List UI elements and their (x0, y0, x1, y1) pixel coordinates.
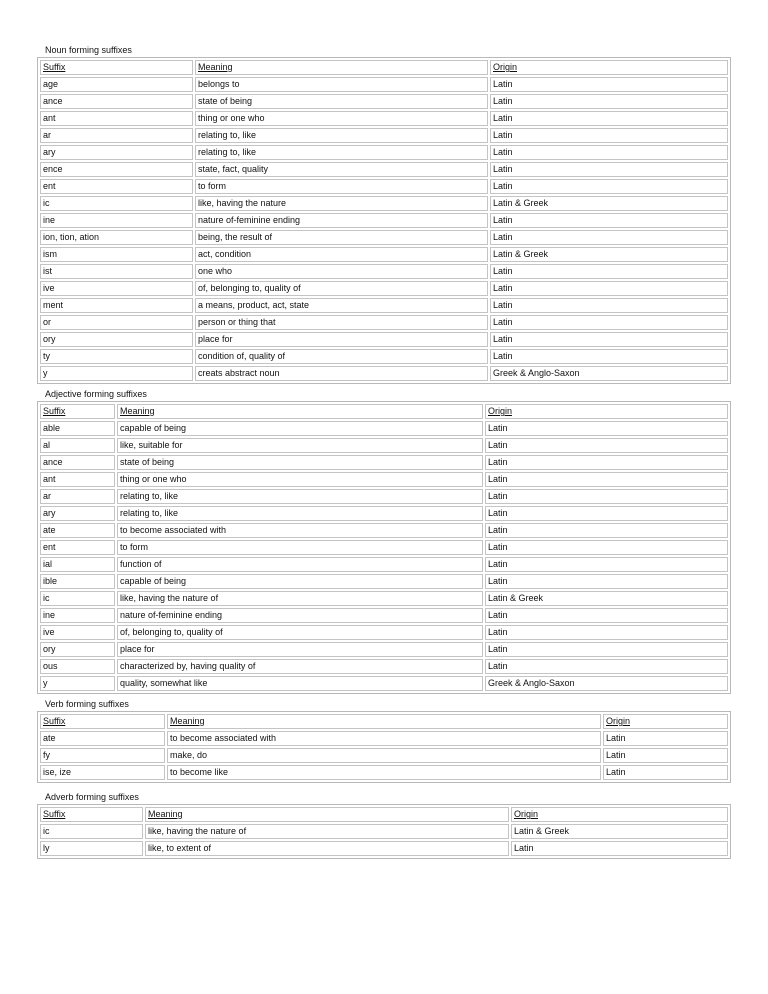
origin-cell: Latin (490, 111, 728, 126)
suffix-cell: ate (40, 523, 115, 538)
origin-cell: Latin (485, 540, 728, 555)
origin-cell: Latin (485, 455, 728, 470)
adverb-header-row (40, 807, 728, 822)
table-row (40, 128, 728, 143)
suffix-cell: ine (40, 213, 193, 228)
origin-cell: Latin (485, 625, 728, 640)
adverb-section (37, 791, 731, 859)
origin-cell: Latin (490, 162, 728, 177)
origin-cell: Latin (485, 608, 728, 623)
suffix-cell: ty (40, 349, 193, 364)
origin-cell: Latin & Greek (490, 247, 728, 262)
meaning-cell: relating to, like (195, 128, 488, 143)
origin-cell: Latin (485, 421, 728, 436)
suffix-cell: ar (40, 489, 115, 504)
suffix-cell: fy (40, 748, 165, 763)
table-row (40, 162, 728, 177)
table-row (40, 557, 728, 572)
meaning-cell: thing or one who (117, 472, 483, 487)
origin-cell: Latin (490, 230, 728, 245)
suffix-header-label: Suffix (43, 406, 66, 416)
origin-cell: Latin (485, 506, 728, 521)
meaning-cell: nature of-feminine ending (117, 608, 483, 623)
origin-cell: Latin (485, 659, 728, 674)
suffix-cell: al (40, 438, 115, 453)
table-row (40, 591, 728, 606)
table-row (40, 506, 728, 521)
meaning-cell: nature of-feminine ending (195, 213, 488, 228)
suffix-cell: ic (40, 824, 143, 839)
origin-cell: Latin & Greek (511, 824, 728, 839)
suffix-cell: ant (40, 111, 193, 126)
origin-cell: Latin (485, 489, 728, 504)
suffix-header-label: Suffix (43, 809, 66, 819)
suffix-cell: ine (40, 608, 115, 623)
origin-header (603, 714, 728, 729)
meaning-cell: like, having the nature of (145, 824, 509, 839)
table-row (40, 179, 728, 194)
table-row (40, 247, 728, 262)
origin-cell: Latin (603, 748, 728, 763)
table-row (40, 438, 728, 453)
origin-cell: Latin (485, 523, 728, 538)
meaning-cell: of, belonging to, quality of (117, 625, 483, 640)
meaning-cell: like, having the nature of (117, 591, 483, 606)
table-row (40, 523, 728, 538)
origin-cell: Latin (490, 264, 728, 279)
verb-table (37, 711, 731, 783)
table-row (40, 315, 728, 330)
suffix-cell: ary (40, 145, 193, 160)
meaning-header (195, 60, 488, 75)
origin-cell: Latin (490, 281, 728, 296)
table-row (40, 824, 728, 839)
table-row (40, 574, 728, 589)
meaning-cell: like, suitable for (117, 438, 483, 453)
origin-cell: Latin (485, 472, 728, 487)
noun-section (37, 44, 731, 384)
meaning-cell: state of being (117, 455, 483, 470)
meaning-cell: state, fact, quality (195, 162, 488, 177)
table-row (40, 642, 728, 657)
suffix-cell: ar (40, 128, 193, 143)
origin-header-label: Origin (606, 716, 631, 726)
suffix-header (40, 807, 143, 822)
origin-cell: Latin (490, 145, 728, 160)
table-row (40, 421, 728, 436)
meaning-cell: to form (195, 179, 488, 194)
table-row (40, 111, 728, 126)
meaning-cell: place for (117, 642, 483, 657)
table-row (40, 455, 728, 470)
suffix-cell: ent (40, 540, 115, 555)
origin-cell: Latin (511, 841, 728, 856)
suffix-cell: ion, tion, ation (40, 230, 193, 245)
table-row (40, 608, 728, 623)
meaning-cell: place for (195, 332, 488, 347)
meaning-header (117, 404, 483, 419)
origin-cell: Latin (490, 128, 728, 143)
table-row (40, 349, 728, 364)
origin-cell: Greek & Anglo-Saxon (490, 366, 728, 381)
suffix-cell: ist (40, 264, 193, 279)
suffix-header-label: Suffix (43, 716, 66, 726)
origin-cell: Latin (485, 574, 728, 589)
origin-cell: Latin (485, 557, 728, 572)
suffix-cell: able (40, 421, 115, 436)
suffix-cell: ment (40, 298, 193, 313)
meaning-cell: capable of being (117, 421, 483, 436)
origin-cell: Latin & Greek (485, 591, 728, 606)
suffix-cell: ate (40, 731, 165, 746)
meaning-cell: characterized by, having quality of (117, 659, 483, 674)
origin-cell: Latin (603, 731, 728, 746)
origin-cell: Latin (490, 332, 728, 347)
origin-header-label: Origin (514, 809, 539, 819)
suffix-cell: ive (40, 625, 115, 640)
meaning-cell: one who (195, 264, 488, 279)
adverb-table (37, 804, 731, 859)
table-row (40, 264, 728, 279)
suffix-cell: ible (40, 574, 115, 589)
suffix-cell: ial (40, 557, 115, 572)
table-row (40, 213, 728, 228)
origin-cell: Latin (490, 315, 728, 330)
suffix-cell: ic (40, 196, 193, 211)
meaning-cell: a means, product, act, state (195, 298, 488, 313)
meaning-cell: capable of being (117, 574, 483, 589)
table-row (40, 540, 728, 555)
verb-section (37, 698, 731, 783)
meaning-cell: make, do (167, 748, 601, 763)
suffix-cell: ise, ize (40, 765, 165, 780)
adjective-header-row (40, 404, 728, 419)
origin-cell: Latin (490, 213, 728, 228)
noun-caption: Noun forming suffixes (45, 45, 132, 55)
meaning-cell: to form (117, 540, 483, 555)
suffix-cell: ary (40, 506, 115, 521)
meaning-cell: of, belonging to, quality of (195, 281, 488, 296)
suffix-cell: ance (40, 94, 193, 109)
table-row (40, 765, 728, 780)
suffix-cell: ive (40, 281, 193, 296)
suffix-cell: ous (40, 659, 115, 674)
origin-cell: Latin (490, 94, 728, 109)
table-row (40, 196, 728, 211)
table-row (40, 731, 728, 746)
noun-header-row (40, 60, 728, 75)
verb-caption: Verb forming suffixes (45, 699, 129, 709)
suffix-cell: age (40, 77, 193, 92)
origin-header-label: Origin (493, 62, 518, 72)
meaning-cell: to become like (167, 765, 601, 780)
suffix-header (40, 60, 193, 75)
origin-cell: Latin (490, 77, 728, 92)
table-row (40, 472, 728, 487)
meaning-header-label: Meaning (148, 809, 183, 819)
origin-header (490, 60, 728, 75)
suffix-header-label: Suffix (43, 62, 66, 72)
meaning-header (167, 714, 601, 729)
origin-cell: Latin (490, 298, 728, 313)
table-row (40, 298, 728, 313)
adverb-caption: Adverb forming suffixes (45, 792, 139, 802)
meaning-cell: relating to, like (195, 145, 488, 160)
table-row (40, 332, 728, 347)
origin-cell: Latin & Greek (490, 196, 728, 211)
table-row (40, 748, 728, 763)
meaning-cell: creats abstract noun (195, 366, 488, 381)
origin-cell: Greek & Anglo-Saxon (485, 676, 728, 691)
meaning-cell: like, to extent of (145, 841, 509, 856)
meaning-cell: condition of, quality of (195, 349, 488, 364)
table-row (40, 366, 728, 381)
table-row (40, 659, 728, 674)
meaning-cell: person or thing that (195, 315, 488, 330)
meaning-cell: belongs to (195, 77, 488, 92)
origin-cell: Latin (490, 349, 728, 364)
meaning-cell: to become associated with (167, 731, 601, 746)
meaning-cell: quality, somewhat like (117, 676, 483, 691)
table-row (40, 77, 728, 92)
suffix-cell: ant (40, 472, 115, 487)
meaning-cell: relating to, like (117, 506, 483, 521)
suffix-cell: ory (40, 642, 115, 657)
meaning-cell: thing or one who (195, 111, 488, 126)
table-row (40, 841, 728, 856)
suffix-cell: ance (40, 455, 115, 470)
suffix-header (40, 404, 115, 419)
suffix-cell: ism (40, 247, 193, 262)
suffix-cell: or (40, 315, 193, 330)
table-row (40, 94, 728, 109)
table-row (40, 625, 728, 640)
suffix-cell: ent (40, 179, 193, 194)
origin-header-label: Origin (488, 406, 513, 416)
meaning-cell: function of (117, 557, 483, 572)
adjective-caption: Adjective forming suffixes (45, 389, 147, 399)
suffix-cell: ence (40, 162, 193, 177)
suffix-header (40, 714, 165, 729)
origin-header (511, 807, 728, 822)
origin-cell: Latin (485, 642, 728, 657)
table-row (40, 230, 728, 245)
meaning-header-label: Meaning (120, 406, 155, 416)
meaning-cell: to become associated with (117, 523, 483, 538)
meaning-header-label: Meaning (170, 716, 205, 726)
origin-header (485, 404, 728, 419)
meaning-cell: being, the result of (195, 230, 488, 245)
table-row (40, 489, 728, 504)
origin-cell: Latin (485, 438, 728, 453)
suffix-cell: y (40, 676, 115, 691)
adjective-table (37, 401, 731, 694)
origin-cell: Latin (603, 765, 728, 780)
suffix-cell: ic (40, 591, 115, 606)
table-row (40, 145, 728, 160)
verb-header-row (40, 714, 728, 729)
suffix-cell: y (40, 366, 193, 381)
meaning-cell: relating to, like (117, 489, 483, 504)
meaning-header (145, 807, 509, 822)
meaning-cell: state of being (195, 94, 488, 109)
table-row (40, 676, 728, 691)
meaning-cell: act, condition (195, 247, 488, 262)
suffix-cell: ory (40, 332, 193, 347)
table-row (40, 281, 728, 296)
suffix-cell: ly (40, 841, 143, 856)
adjective-section (37, 388, 731, 694)
meaning-header-label: Meaning (198, 62, 233, 72)
noun-table (37, 57, 731, 384)
meaning-cell: like, having the nature (195, 196, 488, 211)
origin-cell: Latin (490, 179, 728, 194)
